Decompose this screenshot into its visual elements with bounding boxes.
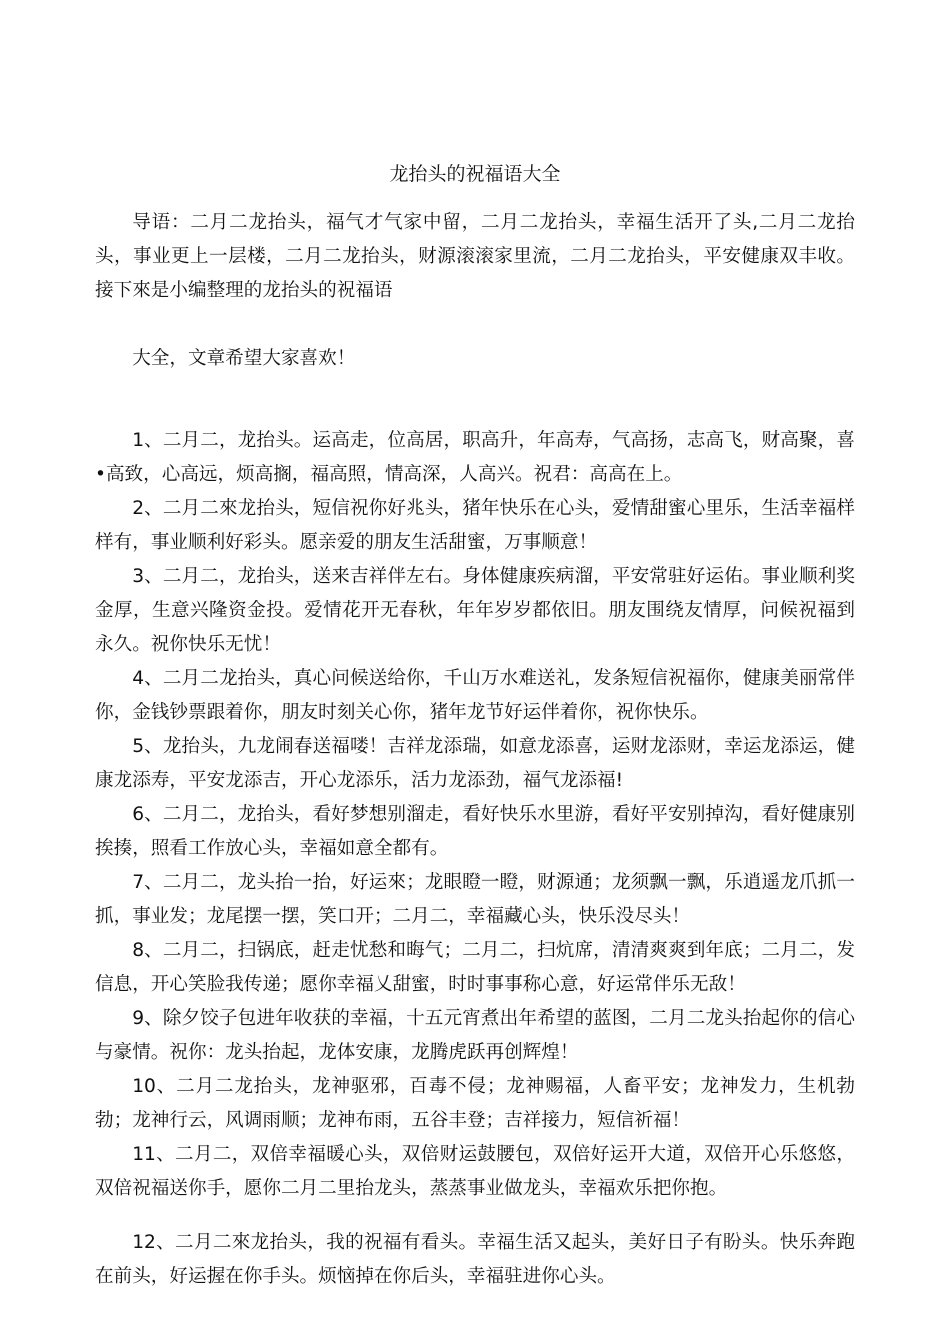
list-item: 10、二月二龙抬头，龙神驱邪，百毒不侵；龙神赐福，人畜平安；龙神发力，生机勃勃；龙神行云，风调雨顺；龙神布雨，五谷丰登；吉祥接力，短信祈福！	[95, 1076, 855, 1131]
intro-paragraph: 导语：二月二龙抬头，福气才气家中留，二月二龙抬头，幸福生活开了头,二月二龙抬头，事业更上一层楼，二月二龙抬头，财源滚滚家里流，二月二龙抬头，平安健康双丰收。接下來是小编整理的龙抬头的祝福语	[95, 212, 855, 301]
list-item: 4、二月二龙抬头，真心问候送给你，千山万水难送礼，发条短信祝福你，健康美丽常伴你，金钱钞票跟着你，朋友时刻关心你，猪年龙节好运伴着你，祝你快乐。	[95, 668, 855, 723]
document-body	[95, 206, 855, 1294]
list-item: 1、二月二，龙抬头。运高走，位高居，职高升，年高寿，气高扬，志高飞，财高聚，喜•高致，心高远，烦高搁，福高照，情高深，人高兴。祝君：高高在上。	[95, 430, 855, 485]
document-title: 龙抬头的祝福语大全	[389, 163, 561, 185]
list-item: 7、二月二，龙头抬一抬，好运來；龙眼瞪一瞪，财源通；龙须飘一飘，乐逍遥龙爪抓一抓，事业发；龙尾摆一摆，笑口开；二月二，幸福藏心头，快乐没尽头！	[95, 872, 855, 927]
list-item: 2、二月二來龙抬头，短信祝你好兆头，猪年快乐在心头，爱情甜蜜心里乐，生活幸福样样有，事业顺利好彩头。愿亲爱的朋友生活甜蜜，万事顺意！	[95, 498, 855, 553]
list-item: 9、除夕饺子包进年收获的幸福，十五元宵煮出年希望的蓝图，二月二龙头抬起你的信心与豪情。祝你：龙头抬起，龙体安康，龙腾虎跃再创辉煌！	[95, 1008, 855, 1063]
list-item: 6、二月二，龙抬头，看好梦想别溜走，看好快乐水里游，看好平安别掉沟，看好健康别挨揍，照看工作放心头，幸福如意全都有。	[95, 804, 855, 859]
list-item: 5、龙抬头，九龙闹春送福喽！吉祥龙添瑞，如意龙添喜，运财龙添财，幸运龙添运，健康龙添寿，平安龙添吉，开心龙添乐，活力龙添劲，福气龙添福!	[95, 736, 855, 791]
list-item: 3、二月二，龙抬头，送来吉祥伴左右。身体健康疾病溜，平安常驻好运佑。事业顺利奖金厚，生意兴隆资金投。爱情花开无春秋，年年岁岁都依旧。朋友围绕友情厚，问候祝福到永久。祝你快乐无忧！	[95, 566, 855, 655]
list-item: 11、二月二，双倍幸福暖心头，双倍财运鼓腰包，双倍好运开大道，双倍开心乐悠悠，双倍祝福送你手，愿你二月二里抬龙头，蒸蒸事业做龙头，幸福欢乐把你抱。	[95, 1144, 855, 1199]
list-item: 8、二月二，扫锅底，赶走忧愁和晦气；二月二，扫炕席，清清爽爽到年底；二月二，发信息，开心笑脸我传递；愿你幸福乂甜蜜，时时事事称心意，好运常伴乐无敌！	[95, 940, 855, 995]
intro-continuation: 大全，文章希望大家喜欢！	[132, 348, 356, 369]
list-item: 12、二月二來龙抬头，我的祝福有看头。幸福生活又起头，美好日子有盼头。快乐奔跑在前头，好运握在你手头。烦恼掉在你后头，幸福驻进你心头。	[95, 1232, 855, 1287]
